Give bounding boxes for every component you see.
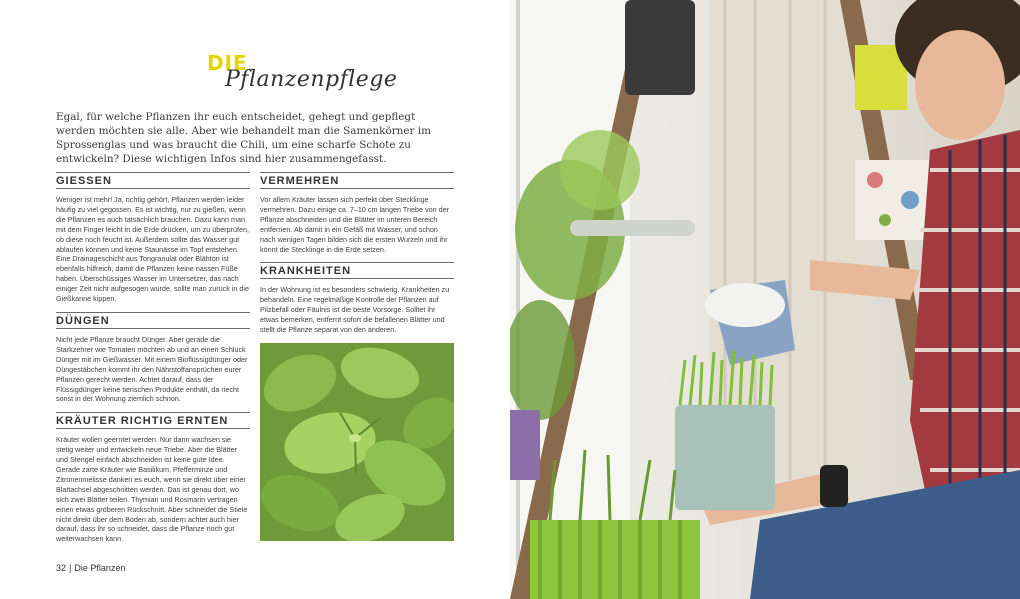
section-body: Vor allem Kräuter lassen sich perfekt über Stecklinge vermehren. Dazu einige ca. 7–10 cm langen Triebe von der Pflanze abschneiden und die Blätter im unteren Bereich entfernen. Ab damit in ein Gefäß mit Wasser, und schon nach wenigen Tagen bilden sich die ersten Wurzeln und ihr könnt die Stecklinge in die Erde setzen. [260, 195, 449, 254]
section-heading: DÜNGEN [56, 312, 250, 329]
section-duengen [56, 312, 250, 404]
section-body: In der Wohnung ist es besonders schwierig, Krankheiten zu behandeln. Eine regelmäßige Kontrolle der Pflanzen auf Pilzbefall oder Fäulnis ist die beste Vorsorge. Solltet ihr etwas bemerken, entfernt sofort die befallenen Blätter und stellt die Pflanze separat von den anderen. [260, 285, 450, 335]
section-heading: KRANKHEITEN [260, 262, 454, 279]
watering-scene-illustration [510, 0, 1020, 599]
basil-photo-icon [260, 343, 454, 541]
page-title [207, 47, 398, 107]
section-heading: KRÄUTER RICHTIG ERNTEN [56, 412, 250, 429]
title-script: Pflanzenpflege [225, 67, 398, 92]
column-left [56, 172, 250, 552]
page-number: 32 [56, 563, 67, 573]
section-heading: VERMEHREN [260, 172, 454, 189]
section-heading: GIESSEN [56, 172, 250, 189]
watering-photo-icon [510, 0, 1020, 599]
basil-leaves-illustration [260, 343, 454, 541]
section-body: Weniger ist mehr! Ja, richtig gehört, Pflanzen werden leider häufig zu viel gegossen. Es ist wichtig, nur zu gießen, wenn die Pflanzen es auch tatsächlich brauchen. Dazu kann man mit dem Finger leicht in die Erde drücken, um zu überprüfen, ob diese noch feucht ist. Außerdem sollte das Wasser gut ablaufen können und keine Staunässe im Topf entstehen. Eine Drainageschicht aus Tongranulat oder Blähton ist ebenfalls hilfreich, damit die Pflanzen keine nassen Füße haben. Überschüssiges Wasser im Untersetzer, das nach einiger Zeit nicht aufgesogen wurde, sollte man zurück in die Gießkanne kippen. [56, 195, 249, 304]
section-ernten [56, 412, 250, 544]
intro-paragraph: Egal, für welche Pflanzen ihr euch entscheidet, gehegt und gepflegt werden möchten sie alle. Aber wie behandelt man die Samenkörner im Sprossenglas und was braucht die Chili, um eine scharfe Schote zu entwickeln? Diese wichtigen Infos sind hier zusammengefasst. [56, 111, 431, 165]
column-right [260, 172, 454, 541]
footer-separator: | [69, 563, 72, 573]
section-body: Nicht jede Pflanze braucht Dünger. Aber gerade die Starkzehrer wie Tomaten möchten ab und an einen Schluck Dünger mit im Gießwasser. Mit einem Bioflüssigdünger oder Düngestäbchen kommt ihr den Nährstoffansprüchen eurer Pflanzen gerecht werden. Achtet darauf, dass der Flüssigdünger keine tierischen Produkte enthält, da riecht sonst in der Wohnung ziemlich schnon. [56, 334, 248, 404]
section-giessen [56, 172, 250, 304]
page-footer [56, 563, 125, 573]
section-vermehren [260, 172, 454, 254]
title-prefix: DIE [207, 51, 248, 75]
chapter-name: Die Pflanzen [74, 563, 126, 573]
section-body: Kräuter wollen geerntet werden. Nur dann wachsen sie stetig weiter und entwickeln neue Triebe. Aber die Blätter und Stengel einfach abschneiden ist keine gute Idee. Gerade zarte Kräuter wie Basilikum, Pfefferminze und Zitronenmelisse danken es euch, wenn sie direkt über einer Blattachsel abgeschnitten werden. Das ist genau dort, wo sich zwei Blätter teilen. Thymian und Rosmarin vertragen einen etwas gröberen Rückschnitt. Aber schneidet die Stiele nicht direkt über dem Boden ab, sondern achtet auch hier darauf, dass ihr so schneidet, dass die Pflanze noch gut weiterwachsen kann. [56, 435, 248, 544]
section-krankheiten [260, 262, 454, 335]
